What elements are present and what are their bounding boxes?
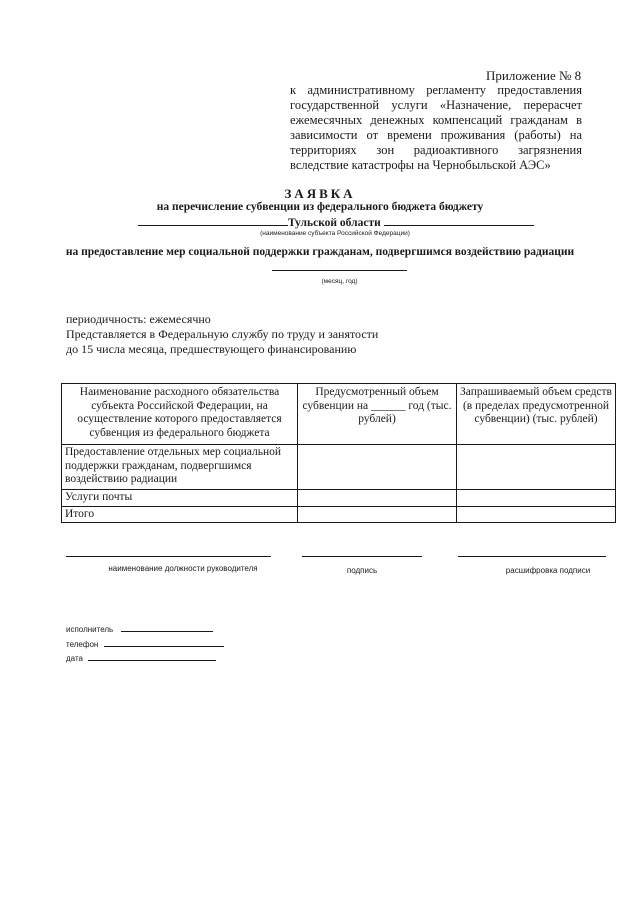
signature-line[interactable] [302,556,422,557]
month-year-hint: (месяц, год) [321,278,358,285]
request-table-wrap [61,383,616,523]
region-underline-right [384,214,534,226]
region-line [138,214,538,229]
region-hint: (наименование субъекта Российской Федерации) [260,230,410,237]
deadline-text: до 15 числа месяца, предшествующего финансированию [66,342,357,356]
phone-field[interactable] [104,638,224,647]
decoding-signature-line[interactable] [458,556,606,557]
phone-row [66,638,224,649]
date-row [66,652,216,663]
table-header-cell: Запрашиваемый объем средств (в пределах предусмотренной субвенции) (тыс. рублей) [457,384,616,445]
table-row [62,490,616,507]
signature-caption: подпись [346,566,378,575]
date-field[interactable] [88,652,216,661]
position-signature-line[interactable] [66,556,271,557]
region-underline-left [138,214,288,226]
request-table [61,383,616,523]
table-header-row [62,384,616,445]
document-title: ЗАЯВКА [284,186,356,201]
decoding-caption: расшифровка подписи [505,566,591,575]
table-cell-requested[interactable] [457,506,616,523]
table-cell-planned[interactable] [298,490,457,507]
table-cell-requested[interactable] [457,445,616,490]
phone-label: телефон [66,640,99,649]
region-name: Тульской области [288,217,381,229]
document-subtitle: на перечисление субвенции из федерального бюджета бюджету [156,201,484,213]
month-year-field[interactable] [272,270,407,271]
table-header-cell: Наименование расходного обязательства субъекта Российской Федерации, на осуществление которого предоставляется субвенция из федерального бюджета [62,384,298,445]
submitted-to-text: Представляется в Федеральную службу по труду и занятости [66,327,379,341]
table-cell-requested[interactable] [457,490,616,507]
appendix-title: Приложение № 8 [486,68,582,83]
table-cell-name: Услуги почты [62,490,298,507]
table-cell-name: Итого [62,506,298,523]
position-caption: наименование должности руководителя [108,564,258,573]
executor-label: исполнитель [66,625,114,634]
executor-row [66,623,213,634]
table-header-cell: Предусмотренный объем субвенции на ______ год (тыс. рублей) [298,384,457,445]
table-cell-name: Предоставление отдельных мер социальной поддержки гражданам, подвергшимся воздействию радиации [62,445,298,490]
table-cell-planned[interactable] [298,445,457,490]
table-cell-planned[interactable] [298,506,457,523]
appendix-text: к административному регламенту предоставления государственной услуги «Назначение, перерасчет ежемесячных денежных компенсаций гражданам в зависимости от времени проживания (работы) на территориях зон радиоактивного загрязнения вследствие катастрофы на Чернобыльской АЭС» [290,83,582,172]
table-row [62,445,616,490]
measures-title: на предоставление мер социальной поддержки гражданам, подвергшимся воздействию радиации [65,246,575,258]
date-label: дата [66,654,83,663]
table-row [62,506,616,523]
info-block [66,312,378,357]
periodicity-text: периодичность: ежемесячно [66,312,211,326]
executor-field[interactable] [121,623,213,632]
